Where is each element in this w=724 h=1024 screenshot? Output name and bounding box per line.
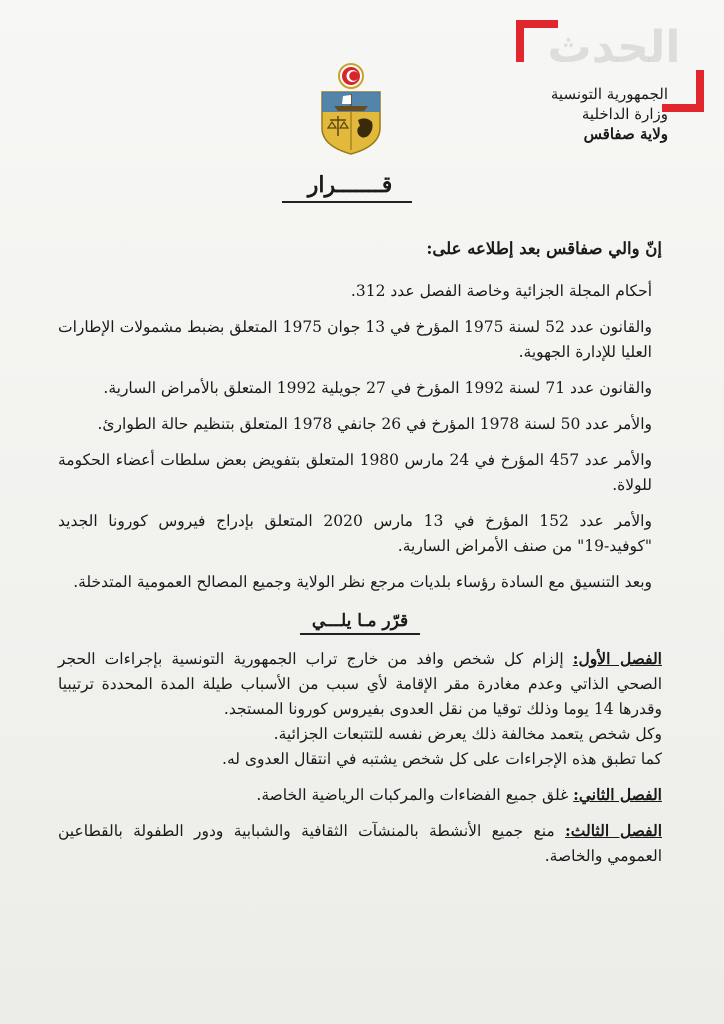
reference-paragraph: والقانون عدد 52 لسنة 1975 المؤرخ في 13 جوان 1975 المتعلق بضبط مشمولات الإطارات العليا للإدارة الجهوية.: [58, 318, 652, 361]
watermark-corner-bottom-right: [662, 70, 704, 112]
reference-paragraph: أحكام المجلة الجزائية وخاصة الفصل عدد 312.: [350, 282, 652, 300]
article-3: [58, 818, 662, 869]
title-underline: [282, 201, 412, 203]
article-text: وكل شخص يتعمد مخالفة ذلك يعرض نفسه للتتبعات الجزائية.: [273, 725, 662, 743]
article-label: الفصل الثاني:: [573, 785, 662, 804]
tunisia-coat-of-arms-icon: [316, 62, 386, 156]
document-title: قـــــــرار: [307, 172, 393, 198]
ministry-name: وزارة الداخلية: [581, 105, 668, 123]
document-body: [58, 236, 662, 879]
article-text: منع جميع الأنشطة بالمنشآت الثقافية والشبابية ودور الطفولة بالقطاعين العمومي والخاصة.: [58, 822, 662, 865]
governorate-name: ولاية صفاقس: [583, 125, 668, 143]
reference-paragraph: والأمر عدد 457 المؤرخ في 24 مارس 1980 المتعلق بتفويض بعض سلطات أعضاء الحكومة للولاة.: [58, 451, 652, 494]
intro-statement: إنّ والي صفاقس بعد إطلاعه على:: [426, 239, 662, 258]
article-1: [58, 646, 662, 772]
decision-heading-text: قرّر مـا يلـــي: [300, 611, 420, 635]
article-label: الفصل الأول:: [572, 649, 662, 668]
reference-paragraph: وبعد التنسيق مع السادة رؤساء بلديات مرجع نظر الولاية وجميع المصالح العمومية المتدخلة.: [73, 573, 652, 591]
country-name: الجمهورية التونسية: [550, 85, 668, 103]
article-text: كما تطبق هذه الإجراءات على كل شخص يشتبه في انتقال العدوى له.: [222, 750, 662, 768]
watermark-text: الحدث: [547, 22, 681, 73]
article-label: الفصل الثالث:: [565, 821, 662, 840]
issuing-authority: [551, 84, 668, 144]
article-text: إلزام كل شخص وافد من خارج تراب الجمهورية التونسية بإجراءات الحجر الصحي الذاتي وعدم مغادرة مقر الإقامة لأي سبب من الأسباب طيلة المدة المحددة ترتيبيا وقدرها 14 يوما وذلك توقيا من نقل العدوى بفيروس كورونا المستجد.: [58, 650, 662, 718]
reference-paragraph: والأمر عدد 50 لسنة 1978 المؤرخ في 26 جانفي 1978 المتعلق بتنظيم حالة الطوارئ.: [97, 415, 652, 433]
reference-paragraph: والقانون عدد 71 لسنة 1992 المؤرخ في 27 جويلية 1992 المتعلق بالأمراض السارية.: [103, 379, 652, 397]
article-2: [58, 782, 662, 808]
reference-paragraph: والأمر عدد 152 المؤرخ في 13 مارس 2020 المتعلق بإدراج فيروس كورونا الجديد "كوفيد-19" من صنف الأمراض السارية.: [58, 512, 652, 555]
decision-heading: [58, 609, 662, 634]
article-text: غلق جميع الفضاءات والمركبات الرياضية الخاصة.: [256, 786, 569, 804]
